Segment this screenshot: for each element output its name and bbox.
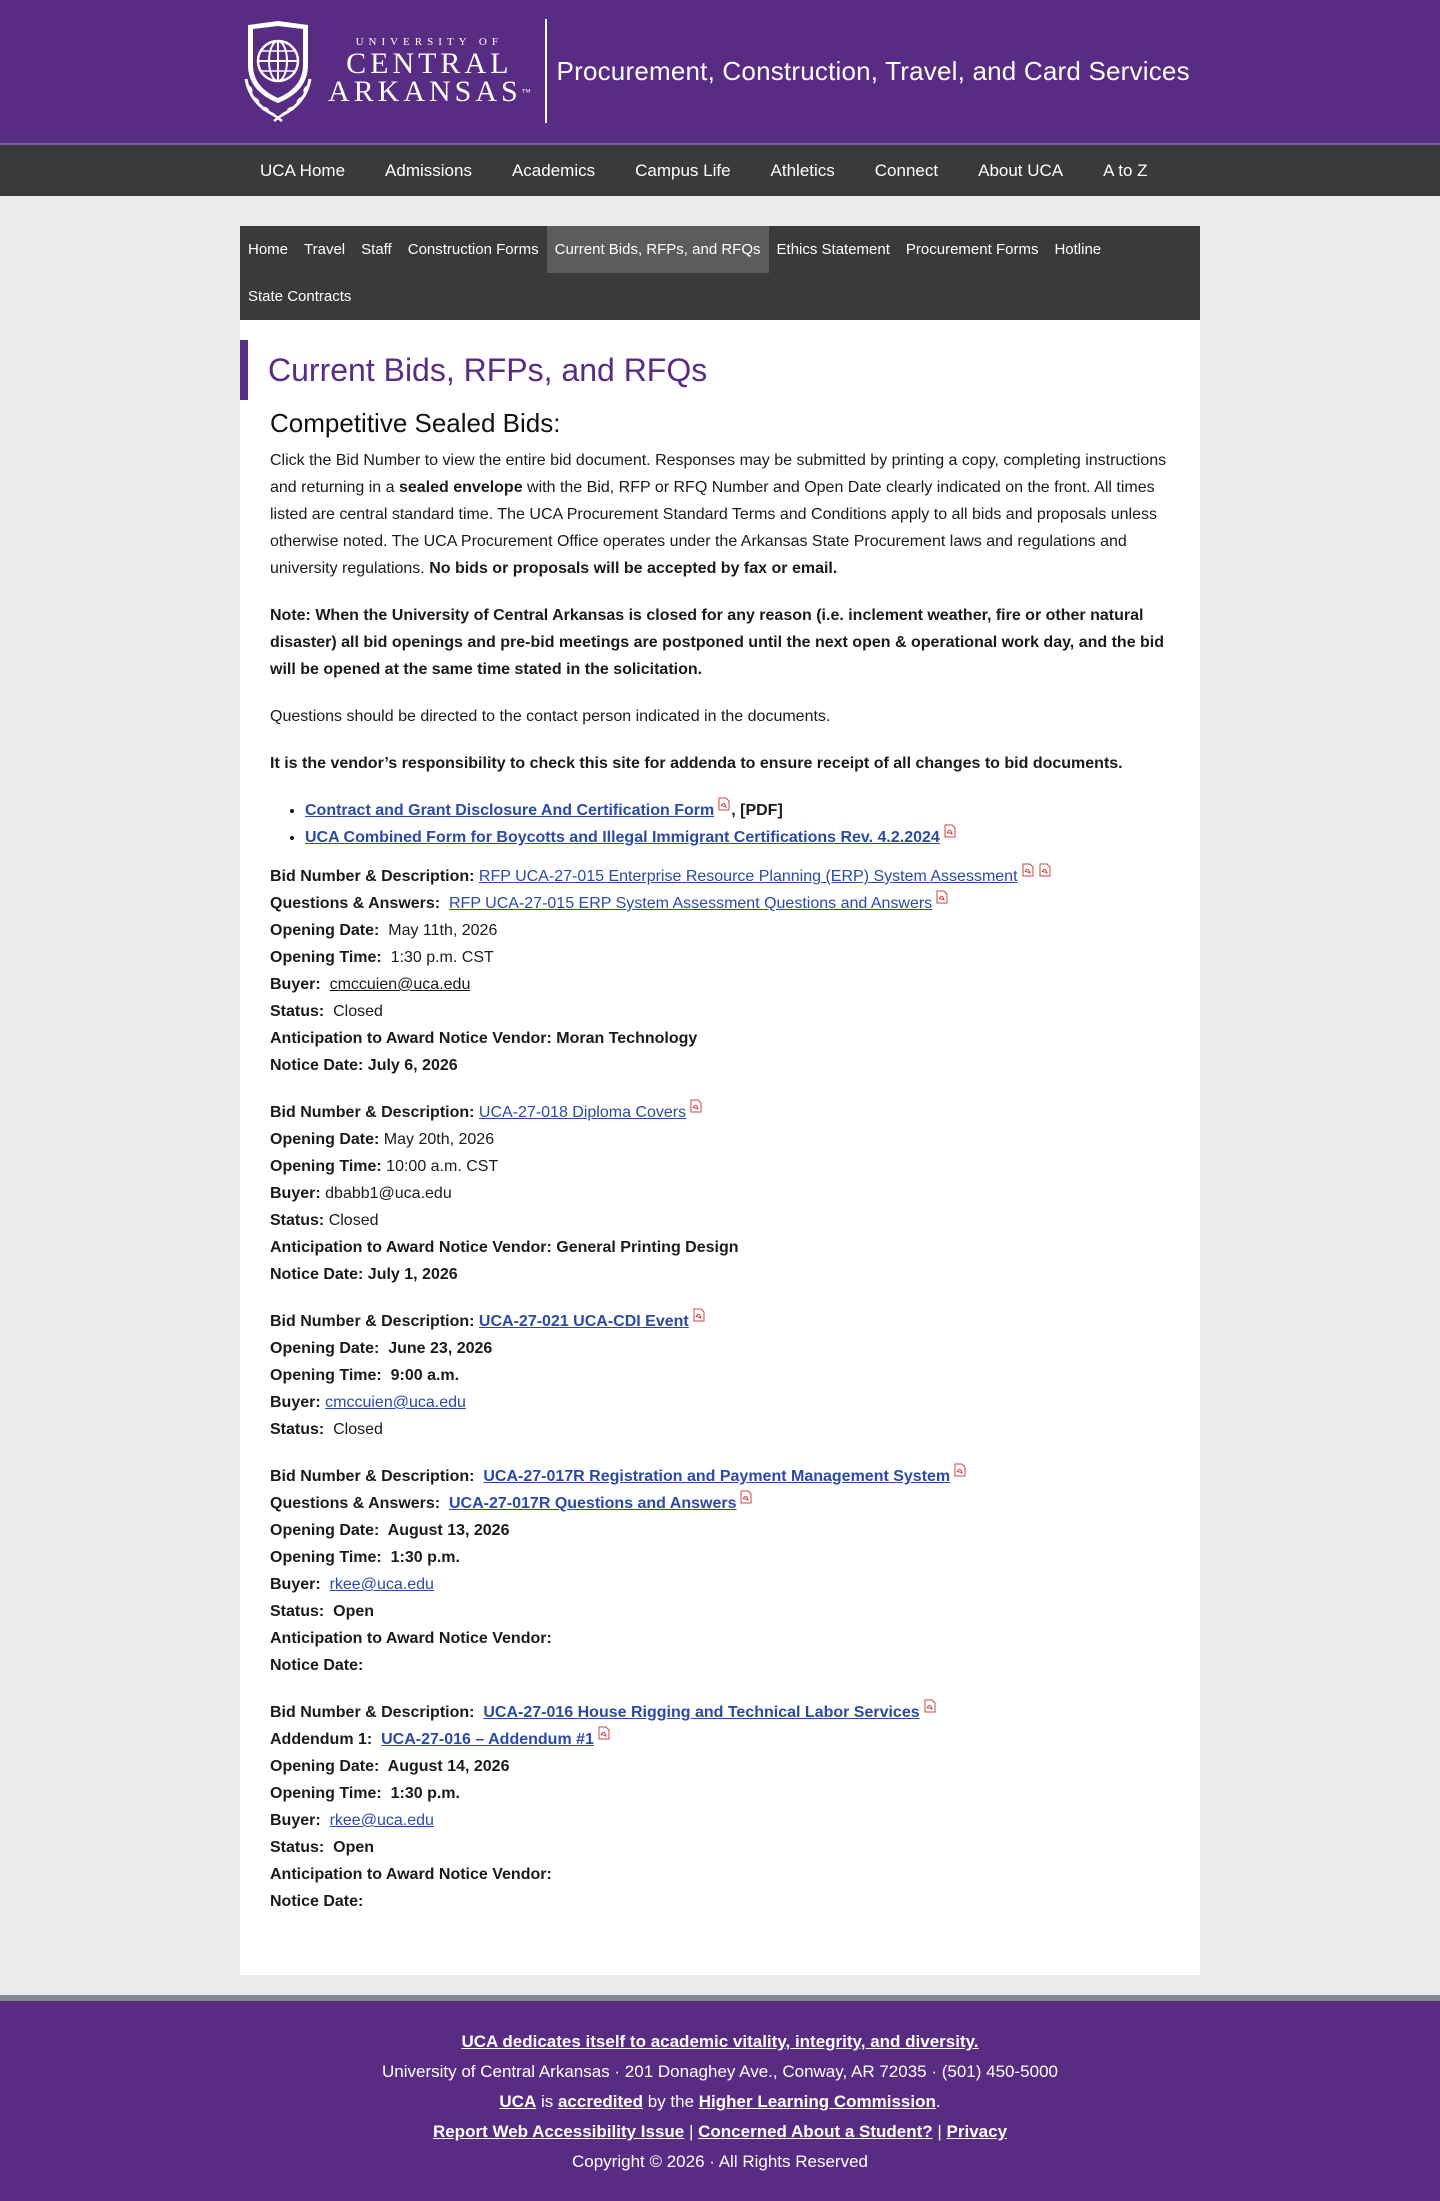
intro-text-1: Click the Bid Number to view the entire bid document. Responses may be submitted by printing a copy, completing instructions and returning in a [270, 452, 1167, 496]
main-nav-campus-life[interactable]: Campus Life [635, 160, 731, 180]
footer-accredited-link[interactable]: accredited [557, 2092, 644, 2111]
pdf-icon [923, 1699, 937, 1713]
list-item [305, 797, 1170, 824]
pdf-icon [953, 1463, 967, 1477]
buyer-label: Buyer: [270, 1394, 321, 1411]
opening-date-label: Opening Date: [270, 1758, 380, 1775]
bid-desc-label: Bid Number & Description: [270, 1468, 475, 1485]
footer-report-accessibility-link[interactable]: Report Web Accessibility Issue [432, 2122, 685, 2141]
closure-note: Note: When the University of Central Arkansas is closed for any reason (i.e. inclement weather, fire or other natural disaster) all bid openings and pre-bid meetings are postponed until the next open & operational work day, and the bid will be opened at the same time stated in the solicitation. [270, 607, 1165, 678]
buyer-label: Buyer: [270, 1185, 321, 1202]
pdf-icon [1021, 863, 1035, 877]
wordmark-line2: CENTRAL [346, 47, 513, 80]
qa-document-link[interactable]: UCA-27-017R Questions and Answers [449, 1495, 737, 1512]
notice-date: Notice Date: July 6, 2026 [270, 1057, 458, 1074]
vendor-responsibility-note: It is the vendor’s responsibility to check this site for addenda to ensure receipt of all changes to bid documents. [270, 755, 1123, 772]
opening-time-label: Opening Time: [270, 1367, 382, 1384]
opening-time-label: Opening Time: [270, 1158, 382, 1175]
status-value: Open [333, 1603, 375, 1620]
opening-time-label: Opening Time: [270, 1785, 382, 1802]
subnav-home[interactable]: Home [248, 241, 289, 258]
status-value: Closed [333, 1003, 383, 1020]
bid-desc-label: Bid Number & Description: [270, 1104, 475, 1121]
boycott-form-link[interactable]: UCA Combined Form for Boycotts and Illegal Immigrant Certifications Rev. 4.2.2024 [305, 829, 940, 846]
header-divider [545, 19, 547, 123]
bid-desc-label: Bid Number & Description: [270, 1313, 475, 1330]
footer-text: by the [643, 2092, 699, 2111]
addendum-document-link[interactable]: UCA-27-016 – Addendum #1 [381, 1731, 594, 1748]
form-links-list [270, 797, 1170, 851]
buyer-label: Buyer: [270, 976, 321, 993]
bid-entry-house-rigging [270, 1699, 1170, 1915]
opening-date-value: June 23, 2026 [388, 1340, 493, 1357]
main-nav-connect[interactable]: Connect [874, 160, 939, 180]
site-header [0, 0, 1440, 145]
opening-time-label: Opening Time: [270, 949, 382, 966]
buyer-label: Buyer: [270, 1812, 321, 1829]
opening-time-value: 9:00 a.m. [390, 1367, 460, 1384]
footer-concerned-student-link[interactable]: Concerned About a Student? [698, 2122, 933, 2141]
pdf-icon [717, 797, 731, 811]
notice-date: Notice Date: [270, 1893, 364, 1910]
opening-time-value: 1:30 p.m. [390, 1785, 460, 1802]
qa-label: Questions & Answers: [270, 1495, 441, 1512]
opening-time-value: 1:30 p.m. CST [390, 949, 494, 966]
intro-text-2: with the Bid, RFP or RFQ Number and Open Date clearly indicated on the front. All times listed are central standard time. The UCA Procurement Standard Terms and Conditions apply to all bids and proposals unless otherwise noted. The UCA Procurement Office operates under the Arkansas State Procurement laws and regulations and university regulations. [270, 479, 1157, 577]
pdf-icon [597, 1726, 611, 1740]
pdf-icon [935, 890, 949, 904]
footer-hlc-link[interactable]: Higher Learning Commission [698, 2092, 936, 2111]
pdf-icon [943, 824, 957, 838]
wordmark-line3 [328, 75, 531, 108]
bid-desc-label: Bid Number & Description: [270, 1704, 475, 1721]
bid-entry-cdi-event [270, 1308, 1170, 1443]
status-label: Status: [270, 1421, 325, 1438]
buyer-email-link[interactable]: cmccuien@uca.edu [329, 976, 471, 993]
footer-uca-link[interactable]: UCA [499, 2092, 537, 2111]
main-nav-a-to-z[interactable]: A to Z [1103, 160, 1148, 180]
content-card [240, 226, 1200, 1975]
wordmark-line1: UNIVERSITY OF [355, 36, 503, 48]
buyer-email: dbabb1@uca.edu [325, 1185, 452, 1202]
opening-date-value: May 20th, 2026 [383, 1131, 495, 1148]
opening-date-value: August 14, 2026 [387, 1758, 510, 1775]
footer-links [0, 2117, 1440, 2147]
footer-separator: | [684, 2122, 699, 2141]
site-footer [0, 1995, 1440, 2201]
opening-time-value: 1:30 p.m. [390, 1549, 460, 1566]
wordmark-line3-text: ARKANSAS [328, 75, 522, 108]
site-name[interactable]: Procurement, Construction, Travel, and Card Services [556, 55, 1190, 86]
qa-label: Questions & Answers: [270, 895, 441, 912]
status-value: Closed [333, 1421, 383, 1438]
footer-copyright: Copyright © 2026 · All Rights Reserved [572, 2152, 868, 2171]
page-title: Current Bids, RFPs, and RFQs [240, 340, 1200, 400]
subnav-procurement-forms[interactable]: Procurement Forms [905, 241, 1039, 258]
main-nav-admissions[interactable]: Admissions [385, 160, 472, 180]
pdf-suffix-label: , [PDF] [731, 802, 783, 819]
status-label: Status: [270, 1839, 325, 1856]
buyer-email-link[interactable]: rkee@uca.edu [329, 1576, 434, 1593]
buyer-email-link[interactable]: cmccuien@uca.edu [325, 1394, 466, 1411]
buyer-email-link[interactable]: rkee@uca.edu [329, 1812, 434, 1829]
qa-document-link[interactable]: RFP UCA-27-015 ERP System Assessment Questions and Answers [449, 895, 933, 912]
bid-desc-label: Bid Number & Description: [270, 868, 475, 885]
opening-date-label: Opening Date: [270, 1522, 380, 1539]
opening-date-value: August 13, 2026 [387, 1522, 510, 1539]
opening-date-label: Opening Date: [270, 1131, 380, 1148]
status-label: Status: [270, 1603, 325, 1620]
opening-date-label: Opening Date: [270, 922, 380, 939]
bid-document-link[interactable]: UCA-27-021 UCA-CDI Event [478, 1313, 689, 1330]
footer-text: . [935, 2092, 941, 2111]
bid-document-link[interactable]: UCA-27-016 House Rigging and Technical Labor Services [483, 1704, 920, 1721]
opening-date-label: Opening Date: [270, 1340, 380, 1357]
status-label: Status: [270, 1003, 325, 1020]
status-label: Status: [270, 1212, 325, 1229]
main-nav-academics[interactable]: Academics [511, 160, 596, 180]
subnav-state-contracts[interactable]: State Contracts [248, 288, 352, 305]
subnav-hotline[interactable]: Hotline [1054, 241, 1102, 258]
bid-document-link[interactable]: UCA-27-017R Registration and Payment Management System [483, 1468, 951, 1485]
notice-date: Notice Date: July 1, 2026 [270, 1266, 458, 1283]
questions-note: Questions should be directed to the contact person indicated in the documents. [270, 708, 831, 725]
footer-tagline-link[interactable]: UCA dedicates itself to academic vitality, integrity, and diversity. [461, 2032, 979, 2051]
section-subnav [240, 226, 1200, 320]
uca-wordmark [328, 36, 531, 106]
bid-document-link[interactable]: UCA-27-018 Diploma Covers [478, 1104, 687, 1121]
intro-sealed-envelope: sealed envelope [398, 479, 523, 496]
uca-crest-icon [240, 19, 316, 123]
subnav-staff[interactable]: Staff [361, 241, 392, 258]
notice-date: Notice Date: [270, 1657, 364, 1674]
header-brand[interactable] [240, 18, 1190, 124]
pdf-icon [739, 1490, 753, 1504]
main-nav [0, 145, 1440, 196]
pdf-icon [692, 1308, 706, 1322]
status-value: Closed [328, 1212, 379, 1229]
section-title: Competitive Sealed Bids: [270, 408, 561, 438]
award-notice-vendor: Anticipation to Award Notice Vendor: General Printing Design [270, 1239, 739, 1256]
footer-privacy-link[interactable]: Privacy [946, 2122, 1008, 2141]
footer-separator: | [932, 2122, 947, 2141]
opening-date-value: May 11th, 2026 [388, 922, 498, 939]
main-nav-uca-home[interactable]: UCA Home [260, 160, 346, 180]
pdf-icon [1038, 863, 1052, 877]
subnav-construction-forms[interactable]: Construction Forms [407, 241, 539, 258]
bid-entry-registration-payment [270, 1463, 1170, 1679]
pdf-icon [689, 1099, 703, 1113]
bid-entry-erp-assessment [270, 863, 1170, 1079]
opening-time-label: Opening Time: [270, 1549, 382, 1566]
addendum-label: Addendum 1: [270, 1731, 373, 1748]
bid-document-link[interactable]: RFP UCA-27-015 Enterprise Resource Planning (ERP) System Assessment [478, 868, 1018, 885]
intro-paragraph [270, 447, 1170, 582]
subnav-travel[interactable]: Travel [304, 241, 346, 258]
main-content [240, 410, 1200, 1915]
award-notice-vendor: Anticipation to Award Notice Vendor: [270, 1630, 552, 1647]
list-item [305, 824, 1170, 851]
footer-accreditation [0, 2087, 1440, 2117]
intro-no-fax-email: No bids or proposals will be accepted by fax or email. [429, 560, 838, 577]
subnav-ethics-statement[interactable]: Ethics Statement [776, 241, 890, 258]
award-notice-vendor: Anticipation to Award Notice Vendor: Moran Technology [270, 1030, 698, 1047]
bid-entry-diploma-covers [270, 1099, 1170, 1288]
main-nav-athletics[interactable]: Athletics [770, 160, 835, 180]
footer-address: University of Central Arkansas · 201 Donaghey Ave., Conway, AR 72035 · (501) 450-5000 [382, 2062, 1058, 2081]
subnav-current-bids[interactable]: Current Bids, RFPs, and RFQs [547, 226, 769, 273]
award-notice-vendor: Anticipation to Award Notice Vendor: [270, 1866, 552, 1883]
footer-text: is [536, 2092, 558, 2111]
main-nav-about-uca[interactable]: About UCA [978, 160, 1064, 180]
status-value: Open [333, 1839, 375, 1856]
opening-time-value: 10:00 a.m. CST [386, 1158, 499, 1175]
buyer-label: Buyer: [270, 1576, 321, 1593]
disclosure-form-link[interactable]: Contract and Grant Disclosure And Certification Form [305, 802, 715, 819]
trademark-symbol: ™ [521, 87, 531, 97]
